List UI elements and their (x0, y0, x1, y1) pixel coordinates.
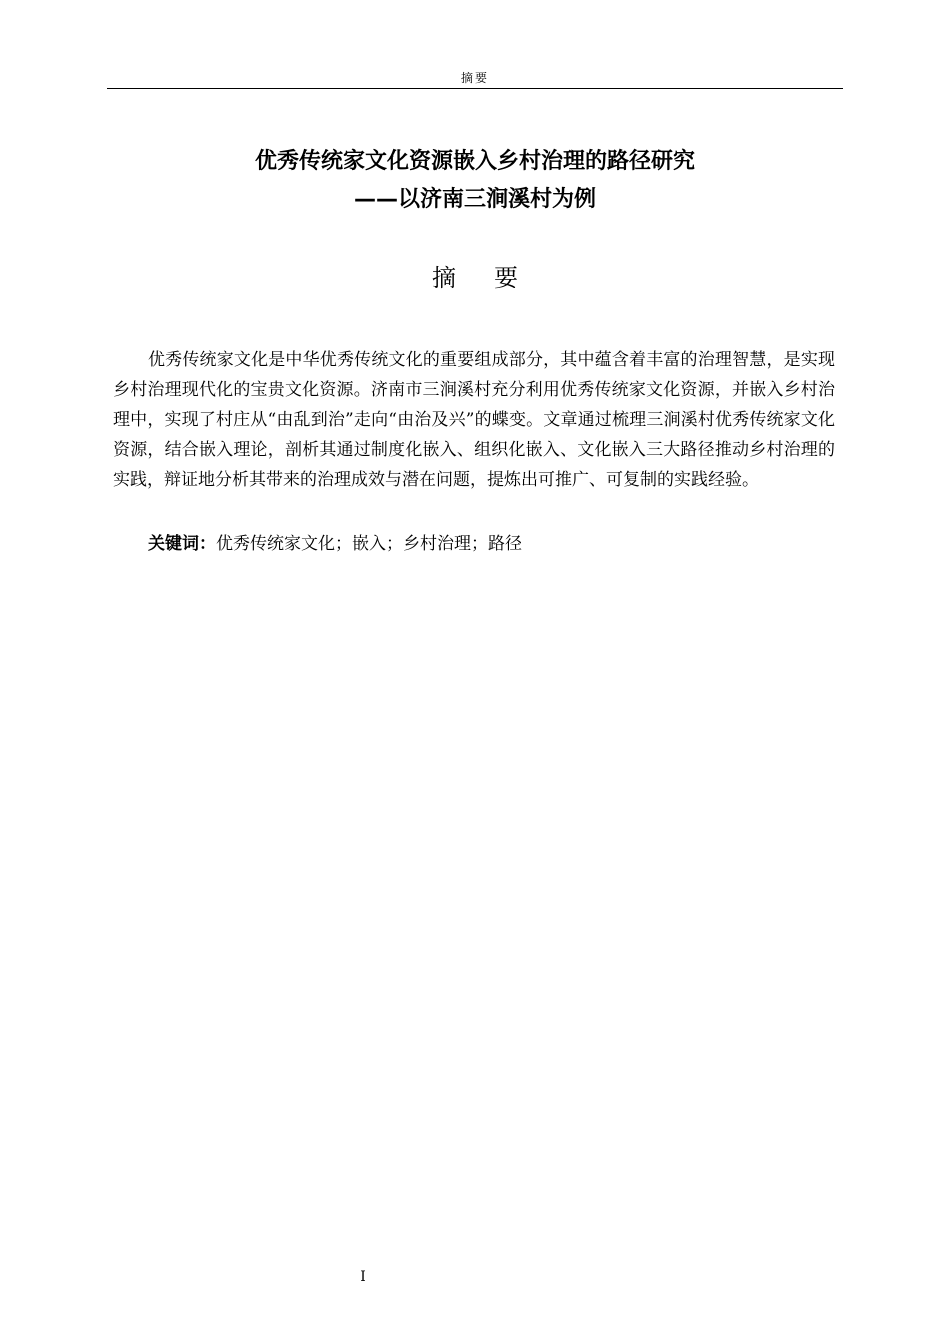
page-number: I (360, 1269, 366, 1285)
keywords-values: 优秀传统家文化；嵌入；乡村治理；路径 (216, 534, 522, 554)
document-subtitle: ——以济南三涧溪村为例 (353, 187, 596, 212)
running-header: 摘要 (460, 71, 489, 85)
title-block (107, 143, 843, 219)
abstract-body: 优秀传统家文化是中华优秀传统文化的重要组成部分，其中蕴含着丰富的治理智慧，是实现乡村治理现代化的宝贵文化资源。济南市三涧溪村充分利用优秀传统家文化资源，并嵌入乡村治理中，实现了村庄从“由乱到治”走向“由治及兴”的蝶变。文章通过梳理三涧溪村优秀传统家文化资源，结合嵌入理论，剖析其通过制度化嵌入、组织化嵌入、文化嵌入三大路径推动乡村治理的实践，辩证地分析其带来的治理成效与潜在问题，提炼出可推广、可复制的实践经验。 (113, 350, 835, 490)
abstract-heading: 摘要 (432, 264, 556, 292)
keywords-label: 关键词： (148, 534, 216, 554)
keywords-line (148, 529, 838, 559)
header-rule (107, 88, 843, 89)
document-title: 优秀传统家文化资源嵌入乡村治理的路径研究 (254, 149, 695, 174)
